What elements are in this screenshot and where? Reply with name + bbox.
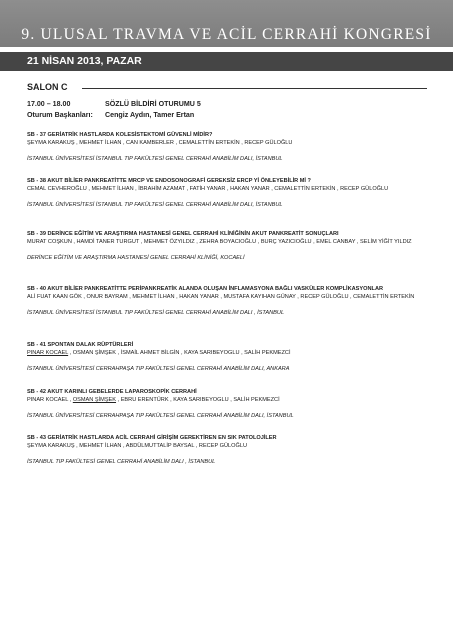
paper-title: SB - 37 GERİATRİK HASTLARDA KOLESİSTEKTOMİ GÜVENLİ MİDİR? [27, 132, 213, 138]
session-chairs-label: Oturum Başkanları: [27, 111, 93, 119]
authors-text: MURAT COŞKUN , HAMDİ TANER TURGUT , MEHMET ÖZYILDIZ , ZEHRA BOYACIOĞLU , BURÇ YAZICIOĞLU , EMEL CANBAY , SELİM YİĞİT YILDIZ [27, 239, 412, 245]
paper-entry [27, 230, 427, 262]
authors-text: ŞEYMA KARAKUŞ , MEHMET İLHAN , CAN KAMBERLER , CEMALETTİN ERTEKİN , RECEP GÜLOĞLU [27, 140, 293, 146]
paper-institution: DERİNCE EĞİTİM VE ARAŞTIRMA HASTANESİ GENEL CERRAHİ KLİNİĞİ, KOCAELİ [27, 255, 245, 261]
paper-institution: İSTANBUL ÜNİVERSİTESİ İSTANBUL TIP FAKÜLTESİ GENEL CERRAHİ ANABİLİM DALI, İSTANBUL [27, 156, 283, 162]
presenting-author: OSMAN ŞİMŞEK [72, 397, 117, 403]
session-chairs-row [27, 111, 427, 122]
paper-authors [27, 139, 427, 147]
session-time-row [27, 100, 427, 111]
authors-text: ŞEYMA KARAKUŞ , MEHMET İLHAN , ABDÜLMUTTALİP BAYSAL , RECEP GÜLOĞLU [27, 443, 247, 449]
paper-entry [27, 341, 427, 373]
paper-title: SB - 38 AKUT BİLİER PANKREATİTTE MRCP VE ENDOSONOGRAFİ GEREKSİZ ERCP Yİ ÖNLEYEBİLİR Mİ ? [27, 178, 311, 184]
paper-authors [27, 396, 427, 404]
paper-institution: İSTANBUL ÜNİVERSİTESİ CERRAHPAŞA TIP FAKÜLTESİ GENEL CERRAHİ ANABİLİM DALI, İSTANBUL [27, 413, 294, 419]
session-time: 17.00 – 18.00 [27, 100, 71, 108]
paper-title: SB - 39 DERİNCE EĞİTİM VE ARAŞTIRMA HASTANESİ GENEL CERRAHİ KLİNİĞİNİN AKUT PANKREATİT SONUÇLARI [27, 231, 339, 237]
authors-text: , OSMAN ŞİMŞEK , İSMAİL AHMET BİLGİN , KAYA SARIBEYOGLU , SALİH PEKMEZCİ [68, 350, 291, 356]
congress-header [0, 0, 453, 47]
paper-institution: İSTANBUL ÜNİVERSİTESİ İSTANBUL TIP FAKÜLTESİ GENEL CERRAHİ ANABİLİM DALI , İSTANBUL [27, 310, 285, 316]
date-bar [0, 52, 453, 71]
paper-title: SB - 40 AKUT BİLİER PANKREATİTTE PERİPANKREATİK ALANDA OLUŞAN İNFLAMASYONA BAĞLI VASKÜLER KOMPLİKASYONLAR [27, 286, 384, 292]
salon-heading [27, 82, 427, 94]
paper-entry [27, 434, 427, 466]
paper-authors [27, 442, 427, 450]
authors-text: CEMAL CEVHEROĞLU , MEHMET İLHAN , İBRAHİM AZAMAT , FATİH YANAR , HAKAN YANAR , CEMALETTİN ERTEKİN , RECEP GÜLOĞLU [27, 186, 389, 192]
paper-title: SB - 41 SPONTAN DALAK RÜPTÜRLERİ [27, 342, 134, 348]
paper-entry [27, 177, 427, 209]
congress-title: 9. ULUSAL TRAVMA VE ACİL CERRAHİ KONGRESİ [21, 26, 432, 43]
authors-text: PINAR KOCAEL , [27, 397, 73, 403]
paper-authors [27, 238, 427, 246]
paper-title: SB - 43 GERİATRİK HASTLARDA ACİL CERRAHİ GİRİŞİM GEREKTİREN EN SIK PATOLOJİLER [27, 435, 277, 441]
authors-text: ALİ FUAT KAAN GÖK , ONUR BAYRAM , MEHMET İLHAN , HAKAN YANAR , MUSTAFA KAYIHAN GÜNAY , RECEP GÜLOĞLU , CEMALETTİN ERTEKİN [27, 294, 415, 300]
authors-text: , EBRU ERENTÜRK , KAYA SARIBEYOGLU , SALİH PEKMEZCİ [116, 397, 280, 403]
session-chairs: Cengiz Aydın, Tamer Ertan [105, 111, 195, 119]
salon-label: SALON C [27, 82, 68, 92]
paper-authors [27, 185, 427, 193]
paper-title: SB - 42 AKUT KARINLI GEBELERDE LAPAROSKOPİK CERRAHİ [27, 389, 197, 395]
presenting-author: PINAR KOCAEL [27, 350, 69, 356]
salon-divider [82, 88, 427, 89]
paper-entry [27, 285, 427, 317]
date-text: 21 NİSAN 2013, PAZAR [27, 55, 142, 67]
paper-authors [27, 293, 427, 301]
session-info [27, 100, 427, 122]
paper-entry [27, 131, 427, 163]
paper-entry [27, 388, 427, 420]
paper-institution: İSTANBUL ÜNİVERSİTESİ İSTANBUL TIP FAKÜLTESİ GENEL CERRAHİ ANABİLİM DALI, İSTANBUL [27, 202, 283, 208]
paper-institution: İSTANBUL ÜNİVERSİTESİ CERRAHPAŞA TIP FAKÜLTESİ GENEL CERRAHİ ANABİLİM DALI, ANKARA [27, 366, 290, 372]
paper-authors [27, 349, 427, 357]
paper-institution: İSTANBUL TIP FAKÜLTESİ GENEL CERRAHİ ANABİLİM DALI , İSTANBUL [27, 459, 216, 465]
session-title: SÖZLÜ BİLDİRİ OTURUMU 5 [105, 100, 201, 108]
